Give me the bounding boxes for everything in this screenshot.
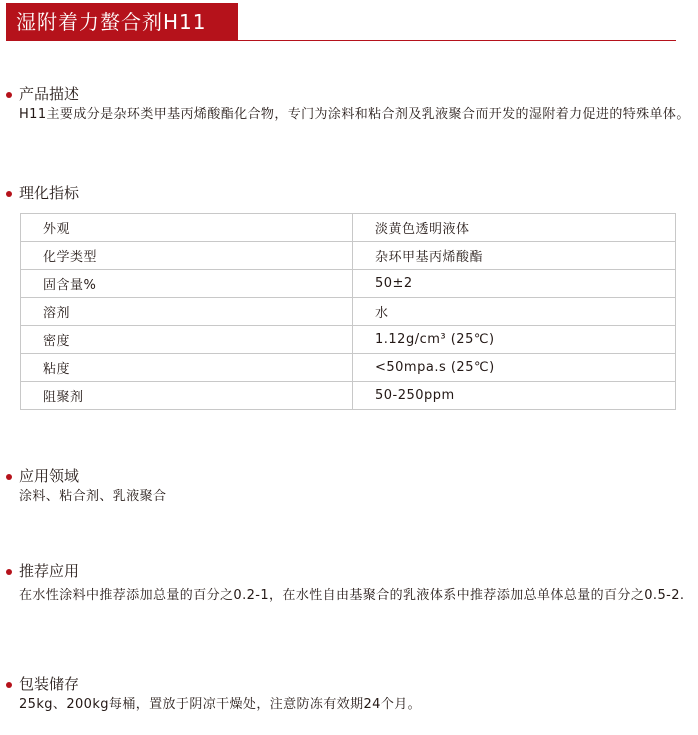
section-heading-description xyxy=(4,84,694,104)
application-text: 涂料、粘合剂、乳液聚合 xyxy=(19,489,167,504)
property-name: 外观 xyxy=(21,214,353,242)
table-row xyxy=(21,214,676,242)
header-divider xyxy=(238,40,676,41)
section-heading-application xyxy=(4,466,694,486)
property-value: <50mpa.s (25℃) xyxy=(353,354,676,382)
table-row xyxy=(21,242,676,270)
table-row xyxy=(21,298,676,326)
bullet-icon xyxy=(6,569,12,575)
properties-table xyxy=(20,213,676,410)
description-text: H11主要成分是杂环类甲基丙烯酸酯化合物，专门为涂料和粘合剂及乳液聚合而开发的湿附着力促进的特殊单体。 xyxy=(19,107,690,122)
property-value: 1.12g/cm³ (25℃) xyxy=(353,326,676,354)
storage-heading-text: 包装储存 xyxy=(19,675,80,693)
section-heading-storage xyxy=(4,674,694,694)
property-value: 水 xyxy=(353,298,676,326)
property-value: 50±2 xyxy=(353,270,676,298)
page-title: 湿附着力螯合剂H11 xyxy=(6,3,238,41)
bullet-icon xyxy=(6,474,12,480)
bullet-icon xyxy=(6,682,12,688)
table-row xyxy=(21,382,676,410)
property-name: 阻聚剂 xyxy=(21,382,353,410)
bullet-icon xyxy=(6,92,12,98)
section-application xyxy=(4,466,694,508)
section-description xyxy=(4,84,694,126)
section-recommended xyxy=(4,561,694,607)
recommended-heading-text: 推荐应用 xyxy=(19,562,80,580)
property-value: 杂环甲基丙烯酸酯 xyxy=(353,242,676,270)
table-row xyxy=(21,270,676,298)
section-heading-properties xyxy=(4,183,694,203)
description-heading-text: 产品描述 xyxy=(19,85,80,103)
table-row xyxy=(21,326,676,354)
property-name: 粘度 xyxy=(21,354,353,382)
section-heading-recommended xyxy=(4,561,694,581)
table-row xyxy=(21,354,676,382)
section-storage xyxy=(4,674,694,716)
bullet-icon xyxy=(6,191,12,197)
application-heading-text: 应用领域 xyxy=(19,467,80,485)
property-value: 50-250ppm xyxy=(353,382,676,410)
property-name: 溶剂 xyxy=(21,298,353,326)
property-name: 密度 xyxy=(21,326,353,354)
properties-heading-text: 理化指标 xyxy=(19,184,80,202)
property-name: 固含量% xyxy=(21,270,353,298)
property-name: 化学类型 xyxy=(21,242,353,270)
page-header xyxy=(0,0,698,42)
storage-text: 25kg、200kg每桶，置放于阴凉干燥处，注意防冻有效期24个月。 xyxy=(19,697,422,712)
recommended-text: 在水性涂料中推荐添加总量的百分之0.2-1，在水性自由基聚合的乳液体系中推荐添加总单体总量的百分之0.5-2. xyxy=(19,588,685,603)
property-value: 淡黄色透明液体 xyxy=(353,214,676,242)
section-properties xyxy=(4,183,694,203)
